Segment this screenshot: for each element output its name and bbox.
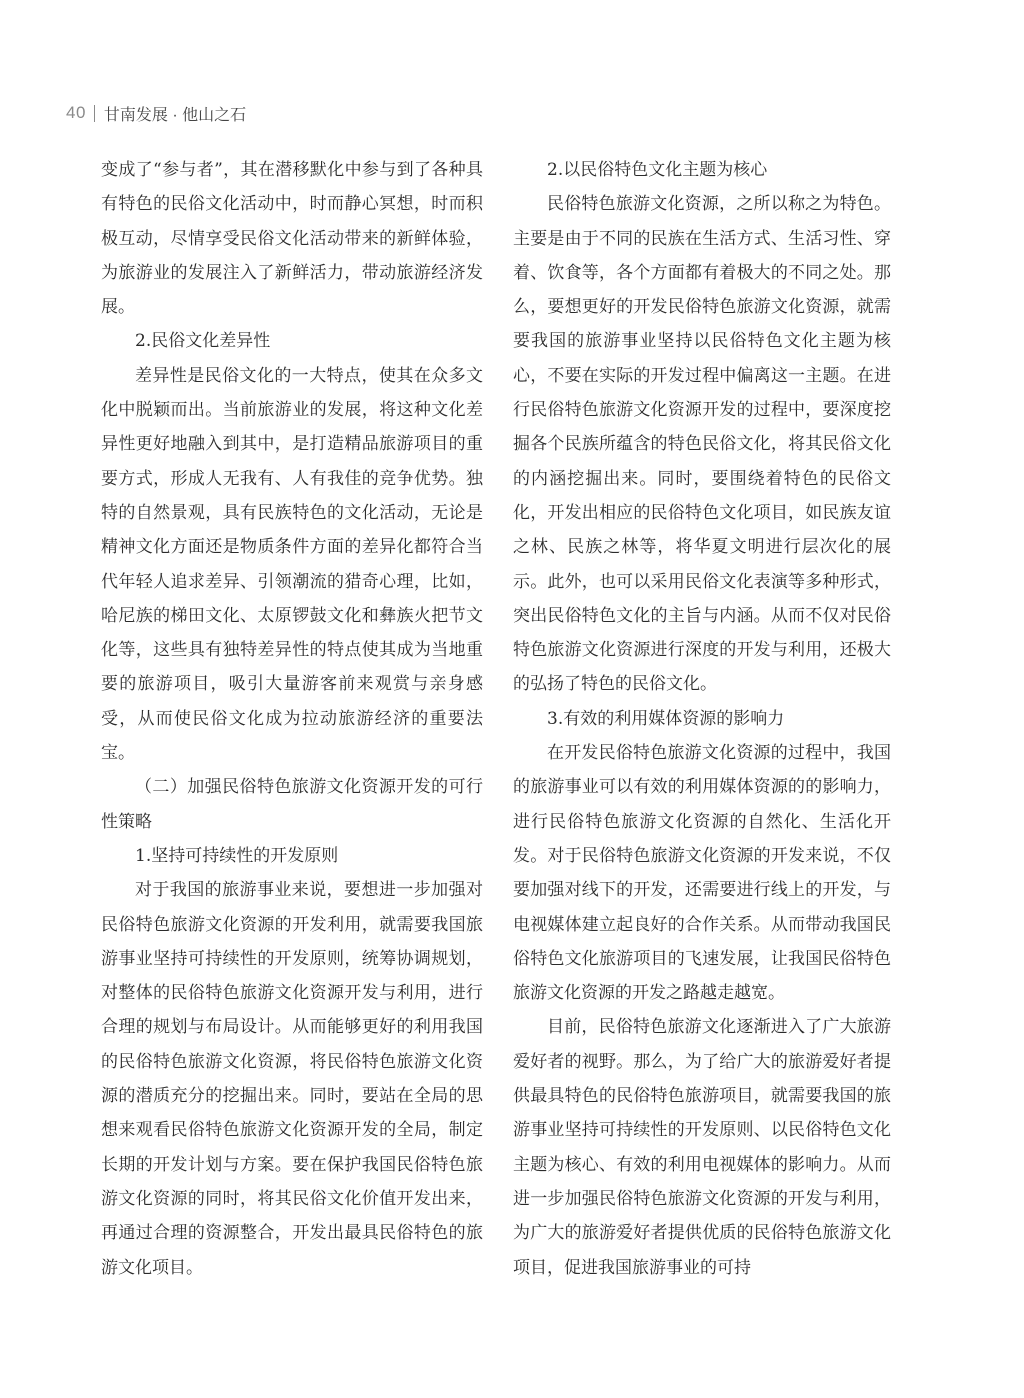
right-column — [513, 153, 891, 1285]
subheading-cultural-difference: 2.民俗文化差异性 — [135, 331, 271, 352]
subheading-media-influence: 3.有效的利用媒体资源的影响力 — [547, 708, 785, 729]
section-heading-strategies: （二）加强民俗特色旅游文化资源开发的可行性策略 — [101, 777, 483, 832]
paragraph: 目前，民俗特色旅游文化逐渐进入了广大旅游爱好者的视野。那么，为了给广大的旅游爱好者提供最具特色的民俗特色旅游项目，就需要我国的旅游事业坚持可持续性的开发原则、以民俗特色文化主题为核心、有效的利用电视媒体的影响力。从而进一步加强民俗特色旅游文化资源的开发与利用，为广大的旅游爱好者提供优质的民俗特色旅游文化项目，促进我国旅游事业的可持 — [513, 1017, 891, 1278]
paragraph-continued: 变成了“参与者”，其在潜移默化中参与到了各种具有特色的民俗文化活动中，时而静心冥想，时而积极互动，尽情享受民俗文化活动带来的新鲜体验，为旅游业的发展注入了新鲜活力，带动旅游经济发展。 — [101, 160, 483, 318]
left-column — [101, 153, 483, 1285]
subheading-cultural-theme-core: 2.以民俗特色文化主题为核心 — [547, 160, 768, 180]
page-number: 40 — [66, 103, 86, 122]
section-name: 甘南发展 · 他山之石 — [103, 106, 247, 124]
header-divider — [94, 105, 95, 122]
subheading-sustainable-principle: 1.坚持可持续性的开发原则 — [135, 845, 339, 866]
running-header — [66, 101, 246, 125]
paragraph: 民俗特色旅游文化资源，之所以称之为特色。主要是由于不同的民族在生活方式、生活习性、穿着、饮食等，各个方面都有着极大的不同之处。那么，要想更好的开发民俗特色旅游文化资源，就需要我国的旅游事业坚持以民俗特色文化主题为核心，不要在实际的开发过程中偏离这一主题。在进行民俗特色旅游文化资源开发的过程中，要深度挖掘各个民族所蕴含的特色民俗文化，将其民俗文化的内涵挖掘出来。同时，要围绕着特色的民俗文化，开发出相应的民俗特色文化项目，如民族友谊之林、民族之林等，将华夏文明进行层次化的展示。此外，也可以采用民俗文化表演等多种形式，突出民俗特色文化的主旨与内涵。从而不仅对民俗特色旅游文化资源进行深度的开发与利用，还极大的弘扬了特色的民俗文化。 — [513, 194, 891, 695]
paragraph: 对于我国的旅游事业来说，要想进一步加强对民俗特色旅游文化资源的开发利用，就需要我国旅游事业坚持可持续性的开发原则，统筹协调规划，对整体的民俗特色旅游文化资源开发与利用，进行合理的规划与布局设计。从而能够更好的利用我国的民俗特色旅游文化资源，将民俗特色旅游文化资源的潜质充分的挖掘出来。同时，要站在全局的思想来观看民俗特色旅游文化资源开发的全局，制定长期的开发计划与方案。要在保护我国民俗特色旅游文化资源的同时，将其民俗文化价值开发出来，再通过合理的资源整合，开发出最具民俗特色的旅游文化项目。 — [101, 880, 483, 1278]
paragraph: 差异性是民俗文化的一大特点，使其在众多文化中脱颖而出。当前旅游业的发展，将这种文化差异性更好地融入到其中，是打造精品旅游项目的重要方式，形成人无我有、人有我佳的竞争优势。独特的自然景观，具有民族特色的文化活动，无论是精神文化方面还是物质条件方面的差异化都符合当代年轻人追求差异、引领潮流的猎奇心理，比如，哈尼族的梯田文化、太原锣鼓文化和彝族火把节文化等，这些具有独特差异性的特点使其成为当地重要的旅游项目，吸引大量游客前来观赏与亲身感受，从而使民俗文化成为拉动旅游经济的重要法宝。 — [101, 365, 483, 764]
paragraph: 在开发民俗特色旅游文化资源的过程中，我国的旅游事业可以有效的利用媒体资源的的影响力，进行民俗特色旅游文化资源的自然化、生活化开发。对于民俗特色旅游文化资源的开发来说，不仅要加强对线下的开发，还需要进行线上的开发，与电视媒体建立起良好的合作关系。从而带动我国民俗特色文化旅游项目的飞速发展，让我国民俗特色旅游文化资源的开发之路越走越宽。 — [513, 743, 891, 1004]
